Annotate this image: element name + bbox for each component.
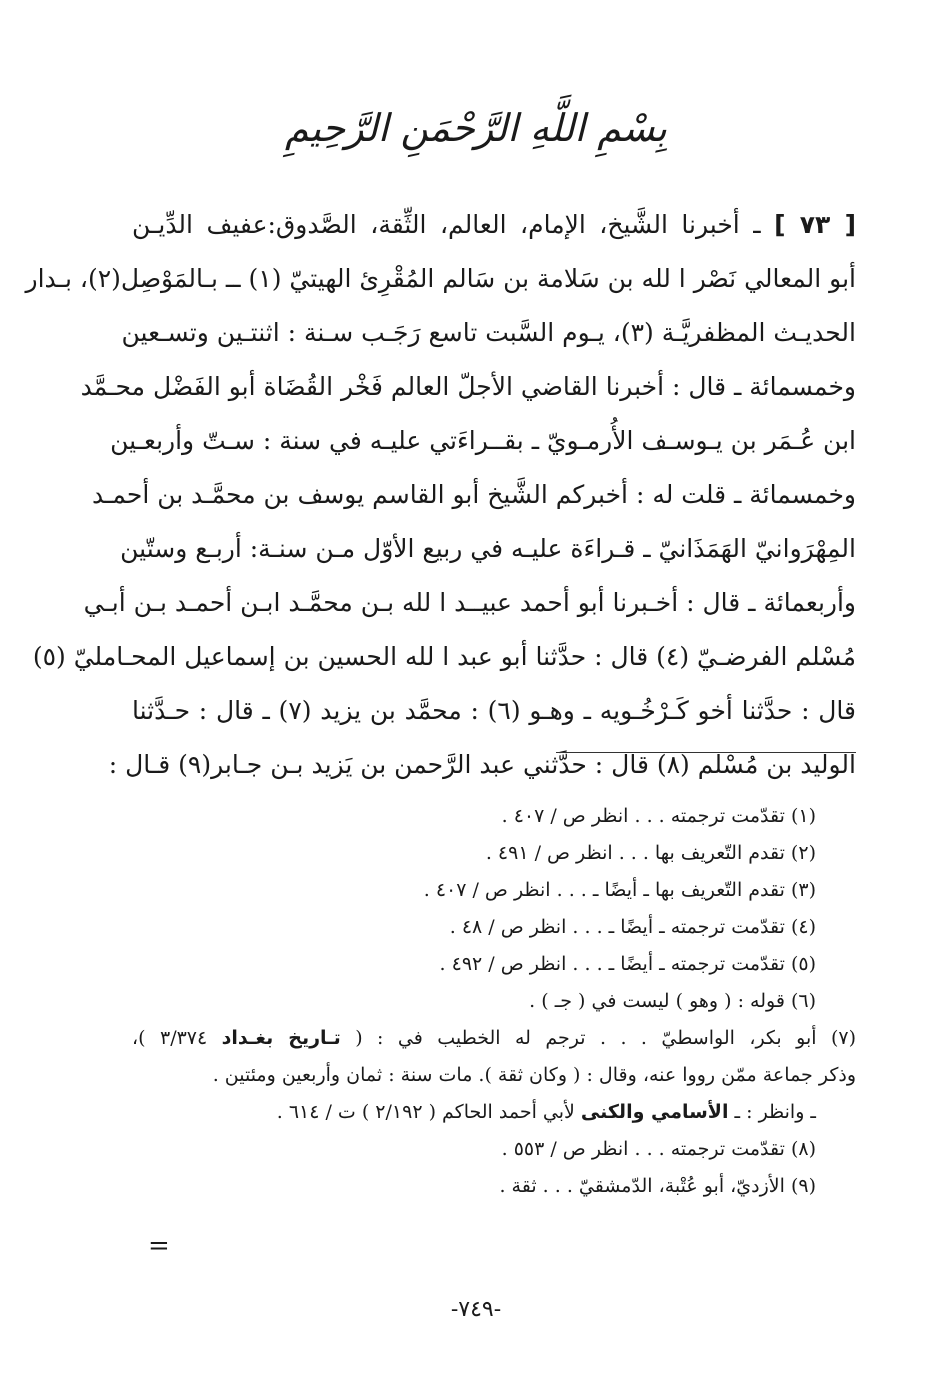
footnote-3: (٣) تقدم التّعريف بها ـ أيضًا ـ . . . انظر ص / ٤٠٧ . — [423, 879, 816, 901]
body-line-7: المِهْرَوانيّ الهَمَذَانيّ ـ قـراءَة عليـه في ربيع الأوّل مـن سنـة: أربـع وستّين — [120, 534, 856, 563]
footnote-6: (٦) قوله : ( وهو ) ليست في ( جـ ) . — [529, 990, 816, 1012]
footnote-7-book-title-2: الأسامي والكنى — [580, 1101, 729, 1123]
body-line-8: وأربعمائة ـ قال : أخـبرنا أبو أحمد عبيــد ا لله بـن محمَّـد ابـن أحمـد بـن أبـي — [83, 588, 856, 617]
footnote-7-prefix: (٧) أبو بكر، الواسطيّ . . . ترجم له الخطيب في : ( — [355, 1027, 857, 1049]
footnote-4: (٤) تقدّمت ترجمته ـ أيضًا ـ . . . انظر ص / ٤٨ . — [449, 916, 816, 938]
page-number: -٧٤٩- — [450, 1297, 502, 1322]
body-line-6: وخمسمائة ـ قلت له : أخبركم الشَّيخ أبو القاسم يوسف بن محمَّـد بن أحمـد — [91, 480, 856, 509]
body-line-11: الوليد بن مُسْلم (٨) قال : حدَّثني عبد الرَّحمن بن يَزيد بـن جـابر(٩) قـال : — [108, 750, 856, 779]
footnote-separator — [556, 752, 856, 753]
footnote-1: (١) تقدّمت ترجمته . . . انظر ص / ٤٠٧ . — [501, 805, 816, 827]
entry-number: [ ٧٣ ] — [774, 210, 856, 239]
basmala-heading: بِسْمِ اللَّهِ الرَّحْمَنِ الرَّحِيمِ — [285, 106, 667, 150]
footnote-7-see-also: ـ وانظر : ـ — [734, 1101, 816, 1123]
continuation-mark: = — [148, 1231, 170, 1261]
body-line-9: مُسْلم الفرضـيّ (٤) قال : حدَّثنا أبو عبد ا لله الحسين بن إسماعيل المحـامليّ (٥) — [32, 642, 856, 671]
footnotes — [132, 798, 856, 1205]
footnote-7-line-3 — [132, 1094, 856, 1131]
body-line-3: الحديـث المظفريَّـة (٣)، يـوم السَّبت تاسع رَجَـب سـنة : اثنتـين وتسـعين — [121, 318, 856, 347]
footnote-7-line-2: وذكر جماعة ممّن رووا عنه، وقال : ( وكان ثقة ). مات سنة : ثمان وأربعين ومئتين . — [212, 1064, 856, 1086]
footnote-7-reference: لأبي أحمد الحاكم ( ٢/١٩٢ ) ت / ٦١٤ . — [276, 1101, 575, 1123]
body-line-10: قال : حدَّثنا أخو كَـرْخُـويه ـ وهـو (٦) : محمَّد بن يزيد (٧) ـ قال : حـدَّثنا — [132, 696, 857, 725]
footnote-7-book-title: تـاريخ بغـداد — [221, 1027, 341, 1049]
body-line-2: أبو المعالي نَصْر ا لله بن سَلامة بن سَالم المُقْرِئ الهيتيّ (١) ــ بـالمَوْصِل(٢)، بـدار — [25, 264, 856, 293]
body-line-1: [ ٧٣ ] ـ أخبرنا الشَّيخ، الإمام، العالم، الثِّقة، الصَّدوق:عفيف الدِّيـن — [132, 210, 856, 239]
body-line-4: وخمسمائة ـ قال : أخبرنا القاضي الأجلّ العالم فَخْر القُضَاة أبو الفَضْل محـمَّد — [80, 372, 856, 401]
footnote-5: (٥) تقدّمت ترجمته ـ أيضًا ـ . . . انظر ص / ٤٩٢ . — [439, 953, 816, 975]
hadith-body — [25, 198, 857, 792]
body-line-5: ابن عُـمَر بن يـوسـف الأُرمـويّ ـ بقــراءَتي عليـه في سنة : سـتّ وأربعـين — [110, 426, 856, 455]
footnote-2: (٢) تقدم التّعريف بها . . . انظر ص / ٤٩١ . — [485, 842, 816, 864]
footnote-9: (٩) الأزديّ، أبو عُتْبة، الدّمشقيّ . . . ثقة . — [499, 1175, 816, 1197]
body-line-1-text: أخبرنا الشَّيخ، الإمام، العالم، الثِّقة، الصَّدوق:عفيف الدِّيـن — [132, 210, 740, 239]
footnote-8: (٨) تقدّمت ترجمته . . . انظر ص / ٥٥٣ . — [501, 1138, 816, 1160]
footnote-7-suffix: ٣/٣٧٤ )، — [132, 1027, 208, 1049]
footnote-7-line-1 — [132, 1020, 856, 1057]
